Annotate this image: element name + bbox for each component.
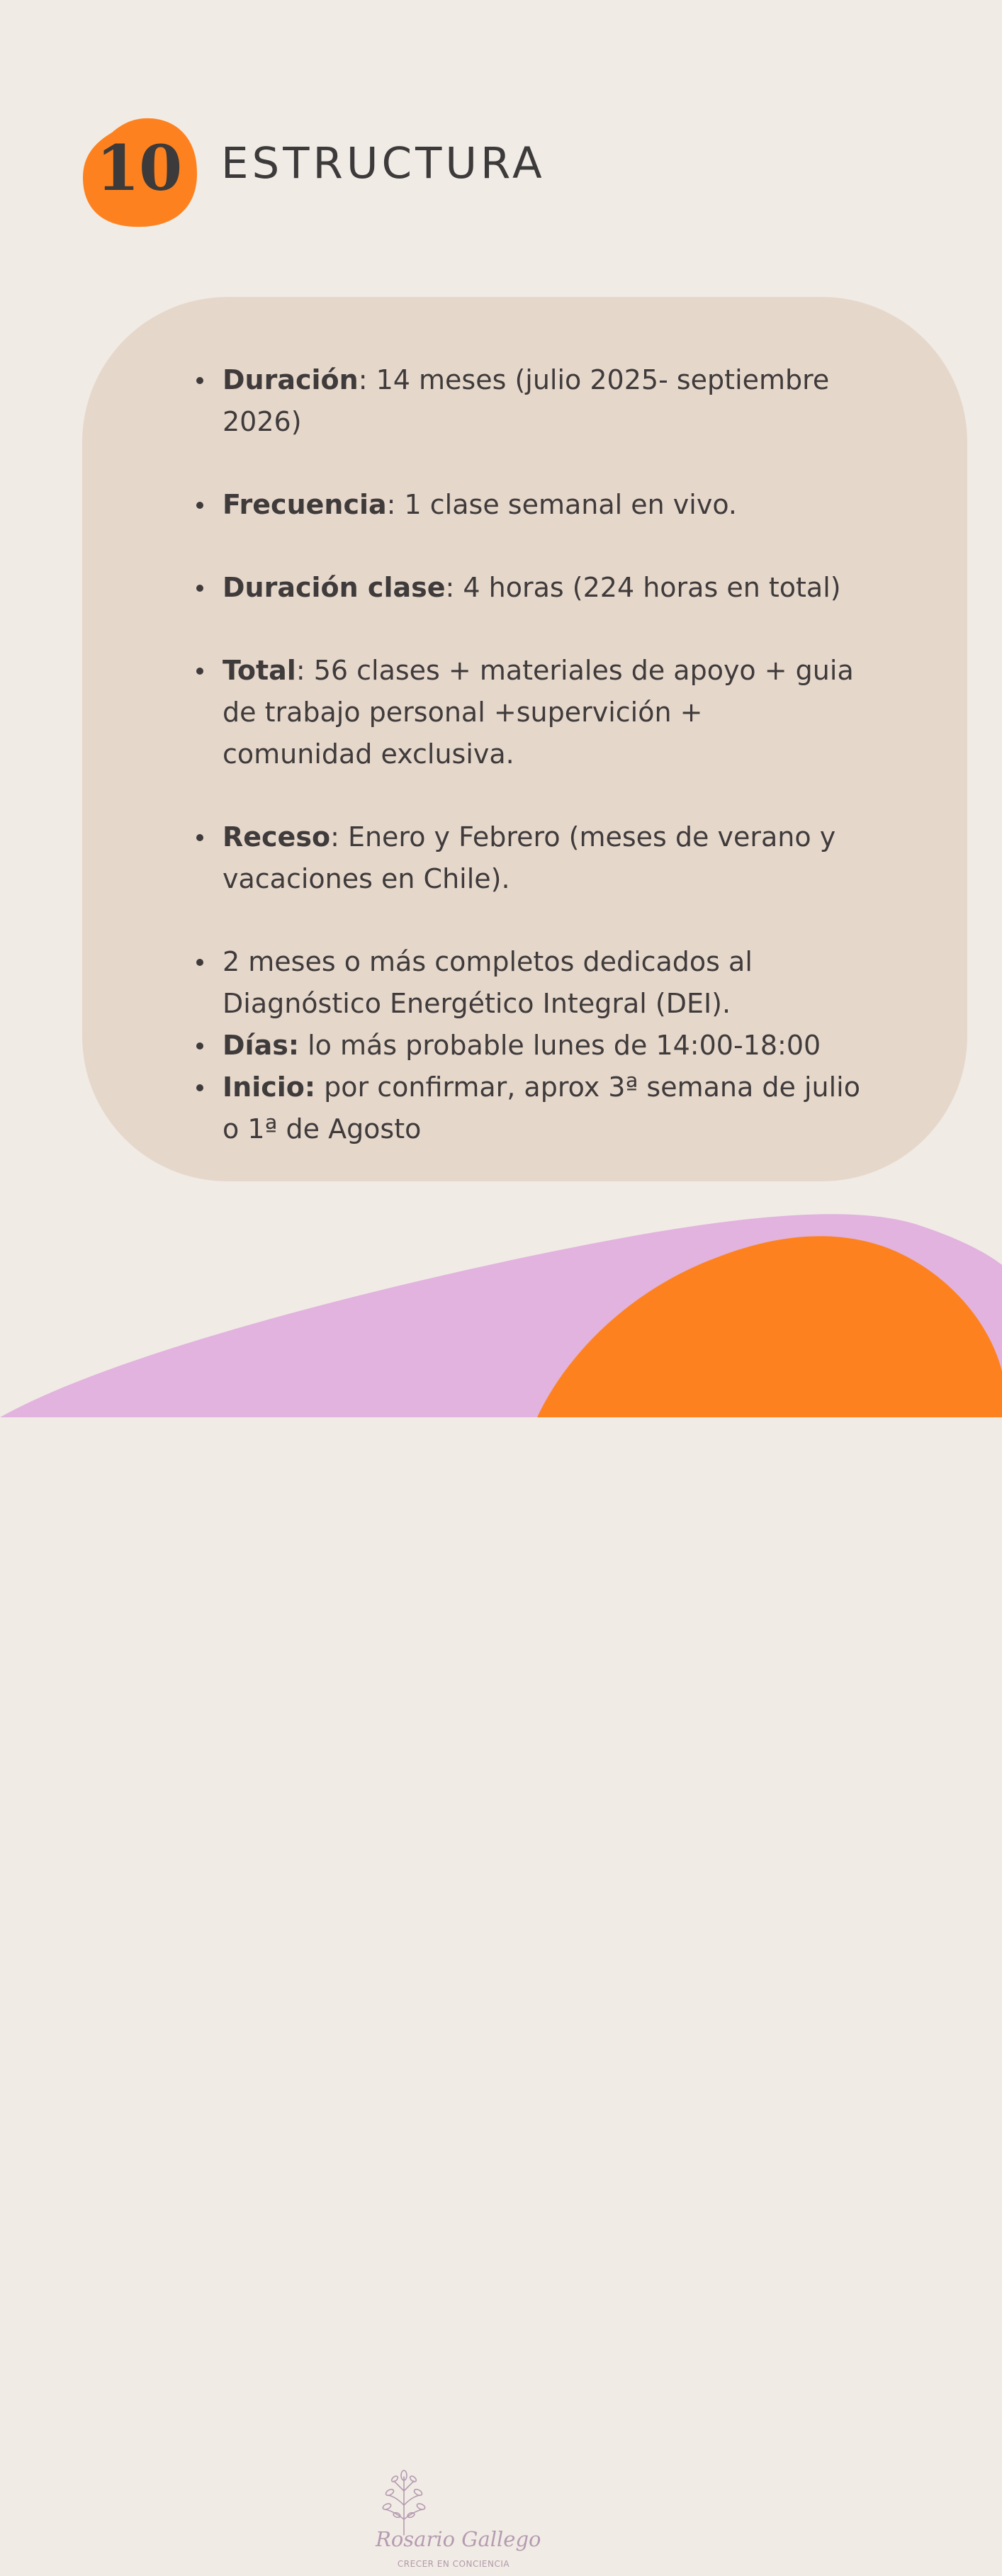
tree-logo-icon (376, 2470, 432, 2537)
item-label: Total (223, 655, 296, 686)
section-number-badge (82, 117, 198, 227)
details-list (223, 359, 860, 1150)
list-item-receso (223, 816, 860, 900)
item-text: 2 meses o más completos dedicados al Diagnóstico Energético Integral (DEI). (223, 946, 753, 1019)
item-label: Duración (223, 364, 359, 395)
item-label: Frecuencia (223, 489, 387, 520)
list-item-total (223, 650, 860, 775)
item-text: : 1 clase semanal en vivo. (386, 489, 737, 520)
list-item-duracion (223, 359, 860, 443)
brand-name: Rosario Gallego (376, 2527, 541, 2551)
item-label: Receso (223, 821, 331, 853)
item-text: : 4 horas (224 horas en total) (445, 572, 841, 603)
item-text: lo más probable lunes de 14:00-18:00 (299, 1030, 821, 1061)
item-text: : 56 clases + materiales de apoyo + guia de trabajo personal +supervición + comunidad exclusiva. (223, 655, 854, 770)
list-item-dias (223, 1025, 860, 1067)
item-label: Días: (223, 1030, 300, 1061)
footer-decoration (0, 1205, 1002, 2569)
list-item-diagnostico (223, 941, 860, 1025)
item-label: Inicio: (223, 1072, 316, 1103)
page-header (0, 0, 1002, 234)
list-item-frecuencia (223, 484, 860, 526)
footer-shapes (0, 1205, 1002, 1417)
section-number: 10 (96, 131, 182, 205)
list-item-inicio (223, 1067, 860, 1150)
list-item-duracion-clase (223, 567, 860, 609)
item-text: : Enero y Febrero (meses de verano y vacaciones en Chile). (223, 821, 836, 894)
brand-logo (376, 2470, 541, 2576)
item-text: por confirmar, aprox 3ª semana de julio o 1ª de Agosto (223, 1072, 860, 1144)
brand-tagline: CRECER EN CONCIENCIA (397, 2559, 510, 2569)
section-title: ESTRUCTURA (221, 138, 546, 189)
item-text: : 14 meses (julio 2025- septiembre 2026) (223, 364, 830, 437)
item-label: Duración clase (223, 572, 446, 603)
